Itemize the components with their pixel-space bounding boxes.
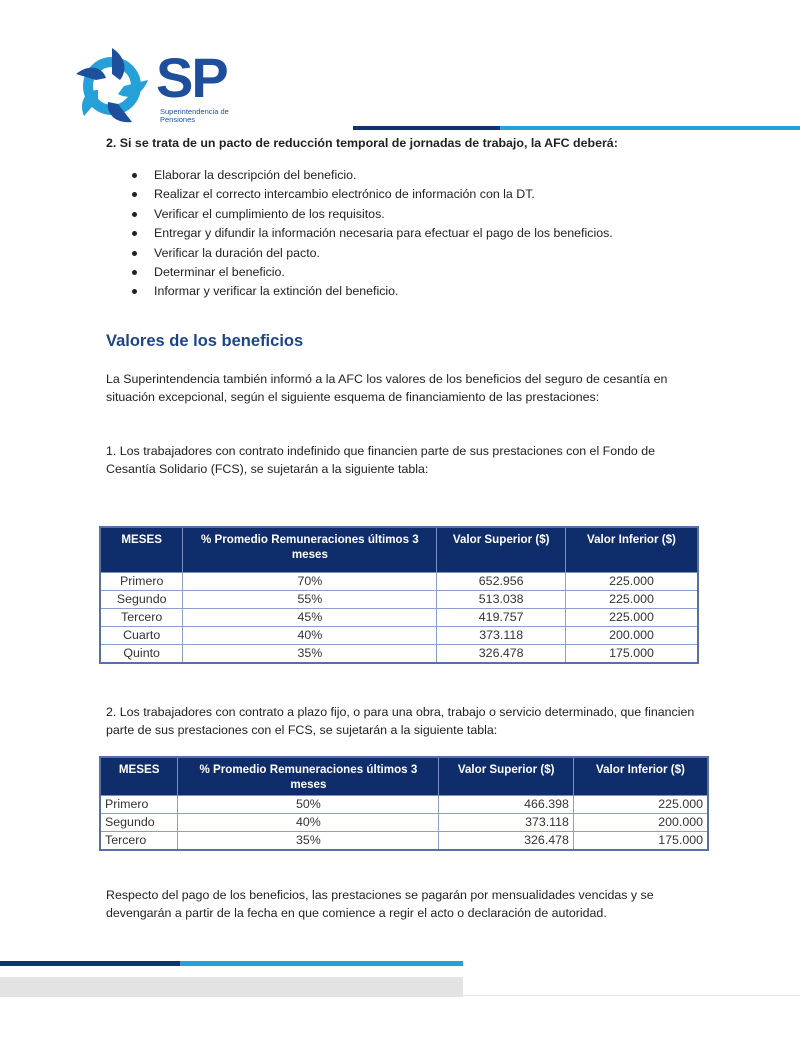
benefits-table-indefinite [99, 526, 699, 664]
intro-paragraph: La Superintendencia también informó a la AFC los valores de los beneficios del seguro de cesantía en situación excepcional, según el siguiente esquema de financiamiento de las prestaciones: [106, 372, 668, 404]
table-cell: 225.000 [565, 573, 698, 591]
logo-subtitle-line2: Pensiones [160, 115, 196, 124]
section-title: Valores de los beneficios [106, 332, 304, 350]
table-row [100, 796, 708, 814]
table-cell: 200.000 [565, 627, 698, 645]
duties-list [130, 166, 613, 302]
table-cell: 45% [183, 609, 437, 627]
table-cell: 373.118 [439, 814, 574, 832]
header-rule-dark [353, 126, 500, 130]
column-header: MESES [100, 527, 183, 573]
logo-wordmark: SP [156, 46, 227, 109]
table-cell: 326.478 [437, 645, 566, 664]
table-cell: Quinto [100, 645, 183, 664]
table-row [100, 573, 698, 591]
logo [70, 44, 260, 130]
table-cell: 225.000 [565, 609, 698, 627]
table-cell: 652.956 [437, 573, 566, 591]
table-row [100, 832, 708, 851]
list-item: Informar y verificar la extinción del beneficio. [130, 282, 613, 301]
column-header: MESES [100, 757, 178, 796]
table-cell: 35% [183, 645, 437, 664]
section-heading: 2. Si se trata de un pacto de reducción temporal de jornadas de trabajo, la AFC deberá: [106, 136, 618, 150]
footer-divider [463, 995, 800, 996]
table-row [100, 814, 708, 832]
footer-rule-light [180, 961, 463, 966]
list-item: Verificar la duración del pacto. [130, 244, 613, 263]
table-cell: 466.398 [439, 796, 574, 814]
list-item: Realizar el correcto intercambio electrónico de información con la DT. [130, 185, 613, 204]
table-cell: Tercero [100, 832, 178, 851]
table-cell: Segundo [100, 591, 183, 609]
logo-hands-icon [70, 44, 154, 128]
list-item: Verificar el cumplimiento de los requisitos. [130, 205, 613, 224]
table1-intro-paragraph: 1. Los trabajadores con contrato indefinido que financien parte de sus prestaciones con el Fondo de Cesantía Solidario (FCS), se sujetarán a la siguiente tabla: [106, 444, 655, 476]
column-header: % Promedio Remuneraciones últimos 3 meses [183, 527, 437, 573]
list-item: Determinar el beneficio. [130, 263, 613, 282]
column-header: Valor Inferior ($) [565, 527, 698, 573]
table-cell: 55% [183, 591, 437, 609]
table-cell: 513.038 [437, 591, 566, 609]
table-cell: 70% [183, 573, 437, 591]
table-cell: 35% [178, 832, 439, 851]
table-row [100, 609, 698, 627]
table-header-row [100, 757, 708, 796]
table-cell: Segundo [100, 814, 178, 832]
column-header: % Promedio Remuneraciones últimos 3 meses [178, 757, 439, 796]
footer-rule-dark [0, 961, 180, 966]
table-cell: 175.000 [573, 832, 708, 851]
table-cell: Cuarto [100, 627, 183, 645]
logo-subtitle [160, 108, 229, 124]
table-cell: 50% [178, 796, 439, 814]
benefits-table-fixed-term [99, 756, 709, 851]
footer-band [0, 977, 463, 997]
column-header: Valor Superior ($) [437, 527, 566, 573]
column-header: Valor Inferior ($) [573, 757, 708, 796]
table-cell: 40% [178, 814, 439, 832]
table-cell: Tercero [100, 609, 183, 627]
table-row [100, 645, 698, 664]
list-item: Elaborar la descripción del beneficio. [130, 166, 613, 185]
table2-intro-paragraph: 2. Los trabajadores con contrato a plazo fijo, o para una obra, trabajo o servicio determinado, que financien parte de sus prestaciones con el FCS, se sujetarán a la siguiente tabla: [106, 705, 695, 737]
header-rule-light [500, 126, 800, 130]
closing-paragraph: Respecto del pago de los beneficios, las prestaciones se pagarán por mensualidades vencidas y se devengarán a partir de la fecha en que comience a regir el acto o declaración de autoridad. [106, 888, 654, 920]
table-cell: 40% [183, 627, 437, 645]
table-cell: 225.000 [565, 591, 698, 609]
table-cell: 175.000 [565, 645, 698, 664]
table-cell: 200.000 [573, 814, 708, 832]
column-header: Valor Superior ($) [439, 757, 574, 796]
table-cell: Primero [100, 796, 178, 814]
table-cell: 326.478 [439, 832, 574, 851]
list-item: Entregar y difundir la información necesaria para efectuar el pago de los beneficios. [130, 224, 613, 243]
table-row [100, 591, 698, 609]
table-cell: 373.118 [437, 627, 566, 645]
logo-subtitle-line1: Superintendencia de [160, 107, 229, 116]
table-header-row [100, 527, 698, 573]
table-row [100, 627, 698, 645]
table-cell: Primero [100, 573, 183, 591]
table-cell: 419.757 [437, 609, 566, 627]
table-cell: 225.000 [573, 796, 708, 814]
